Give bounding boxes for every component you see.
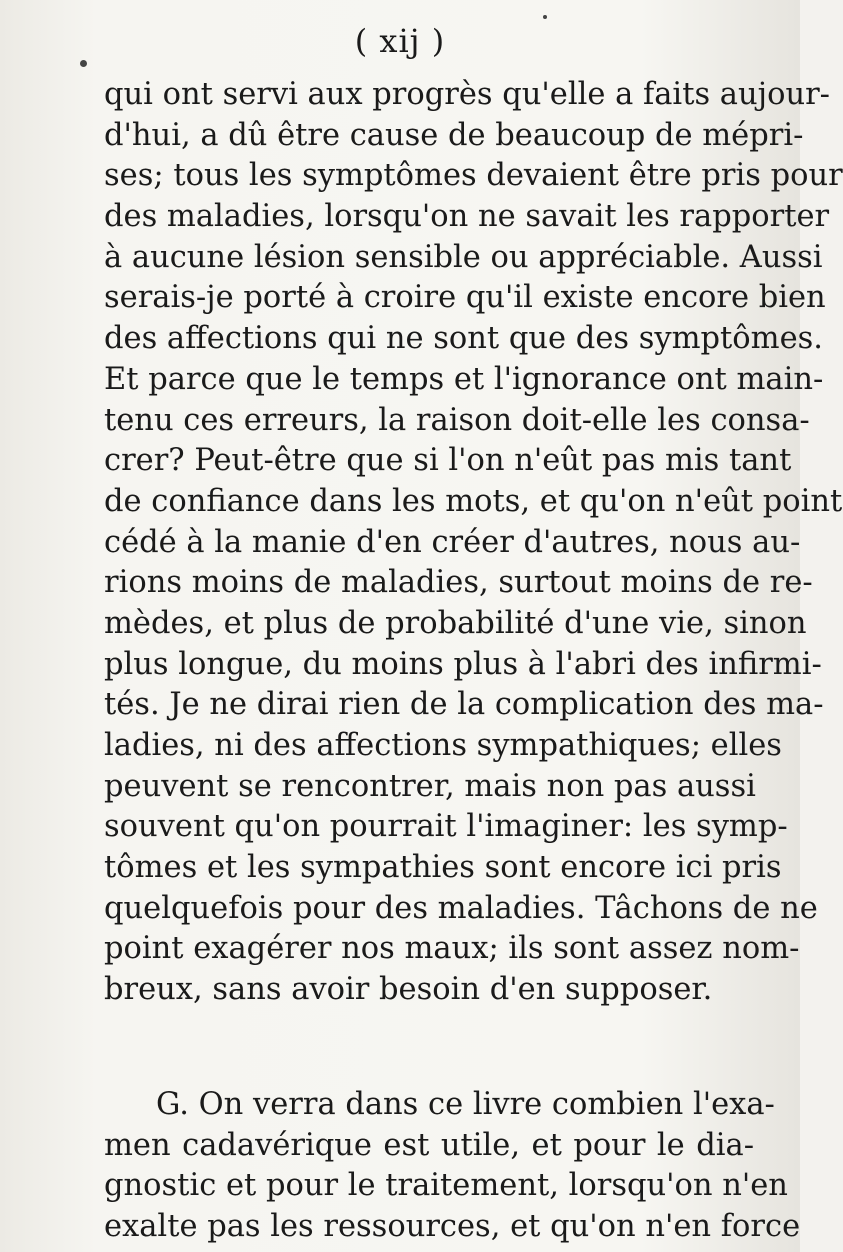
text-line: ladies, ni des affections sympathiques; elles bbox=[104, 728, 782, 763]
text-line: exalte pas les ressources, et qu'on n'en force bbox=[104, 1208, 801, 1244]
text-line: point exagérer nos maux; ils sont assez nom- bbox=[104, 931, 800, 967]
text-line: cédé à la manie d'en créer d'autres, nous au- bbox=[104, 524, 801, 560]
text-line: breux, sans avoir besoin d'en supposer. bbox=[104, 972, 713, 1008]
text-line: tômes et les sympathies sont encore ici pris bbox=[104, 850, 782, 886]
text-line: G. On verra dans ce livre combien l'exa- bbox=[156, 1086, 775, 1122]
text-line: plus longue, du moins plus à l'abri des infirmi- bbox=[104, 646, 822, 682]
text-line: Et parce que le temps et l'ignorance ont main- bbox=[104, 361, 824, 397]
ink-speck bbox=[543, 15, 547, 19]
page-number-header: ( xij ) bbox=[354, 22, 446, 60]
text-line: gnostic et pour le traitement, lorsqu'on n'en bbox=[104, 1168, 788, 1204]
text-line: d'hui, a dû être cause de beaucoup de mépri- bbox=[104, 117, 804, 153]
text-line: crer? Peut-être que si l'on n'eût pas mis tant bbox=[104, 443, 792, 479]
paragraph-gap bbox=[104, 1011, 754, 1085]
page-text bbox=[104, 75, 843, 1248]
text-line: serais-je porté à croire qu'il existe encore bien bbox=[104, 280, 826, 316]
text-line: souvent qu'on pourrait l'imaginer: les symp- bbox=[104, 809, 788, 845]
text-line: rions moins de maladies, surtout moins de re- bbox=[104, 565, 813, 601]
paragraph bbox=[104, 75, 843, 1011]
text-line: peuvent se rencontrer, mais non pas aussi bbox=[104, 768, 756, 804]
text-line: des affections qui ne sont que des symptômes. bbox=[104, 321, 823, 357]
text-line: des maladies, lorsqu'on ne savait les rapporter bbox=[104, 199, 830, 235]
text-line: men cadavérique est utile, et pour le dia- bbox=[104, 1127, 754, 1163]
text-line: mèdes, et plus de probabilité d'une vie, sinon bbox=[104, 605, 807, 641]
text-line: tés. Je ne dirai rien de la complication des ma- bbox=[104, 687, 824, 723]
ink-speck bbox=[80, 60, 87, 67]
text-line: ses; tous les symptômes devaient être pris pour bbox=[104, 158, 843, 194]
paragraph bbox=[104, 1085, 801, 1248]
text-line: à aucune lésion sensible ou appréciable. Aussi bbox=[104, 239, 823, 275]
text-line: tenu ces erreurs, la raison doit-elle les consa- bbox=[104, 402, 810, 438]
text-line: qui ont servi aux progrès qu'elle a faits aujour- bbox=[104, 77, 830, 112]
text-line: quelquefois pour des maladies. Tâchons de ne bbox=[104, 890, 818, 926]
text-line: de confiance dans les mots, et qu'on n'eût point bbox=[104, 483, 843, 519]
